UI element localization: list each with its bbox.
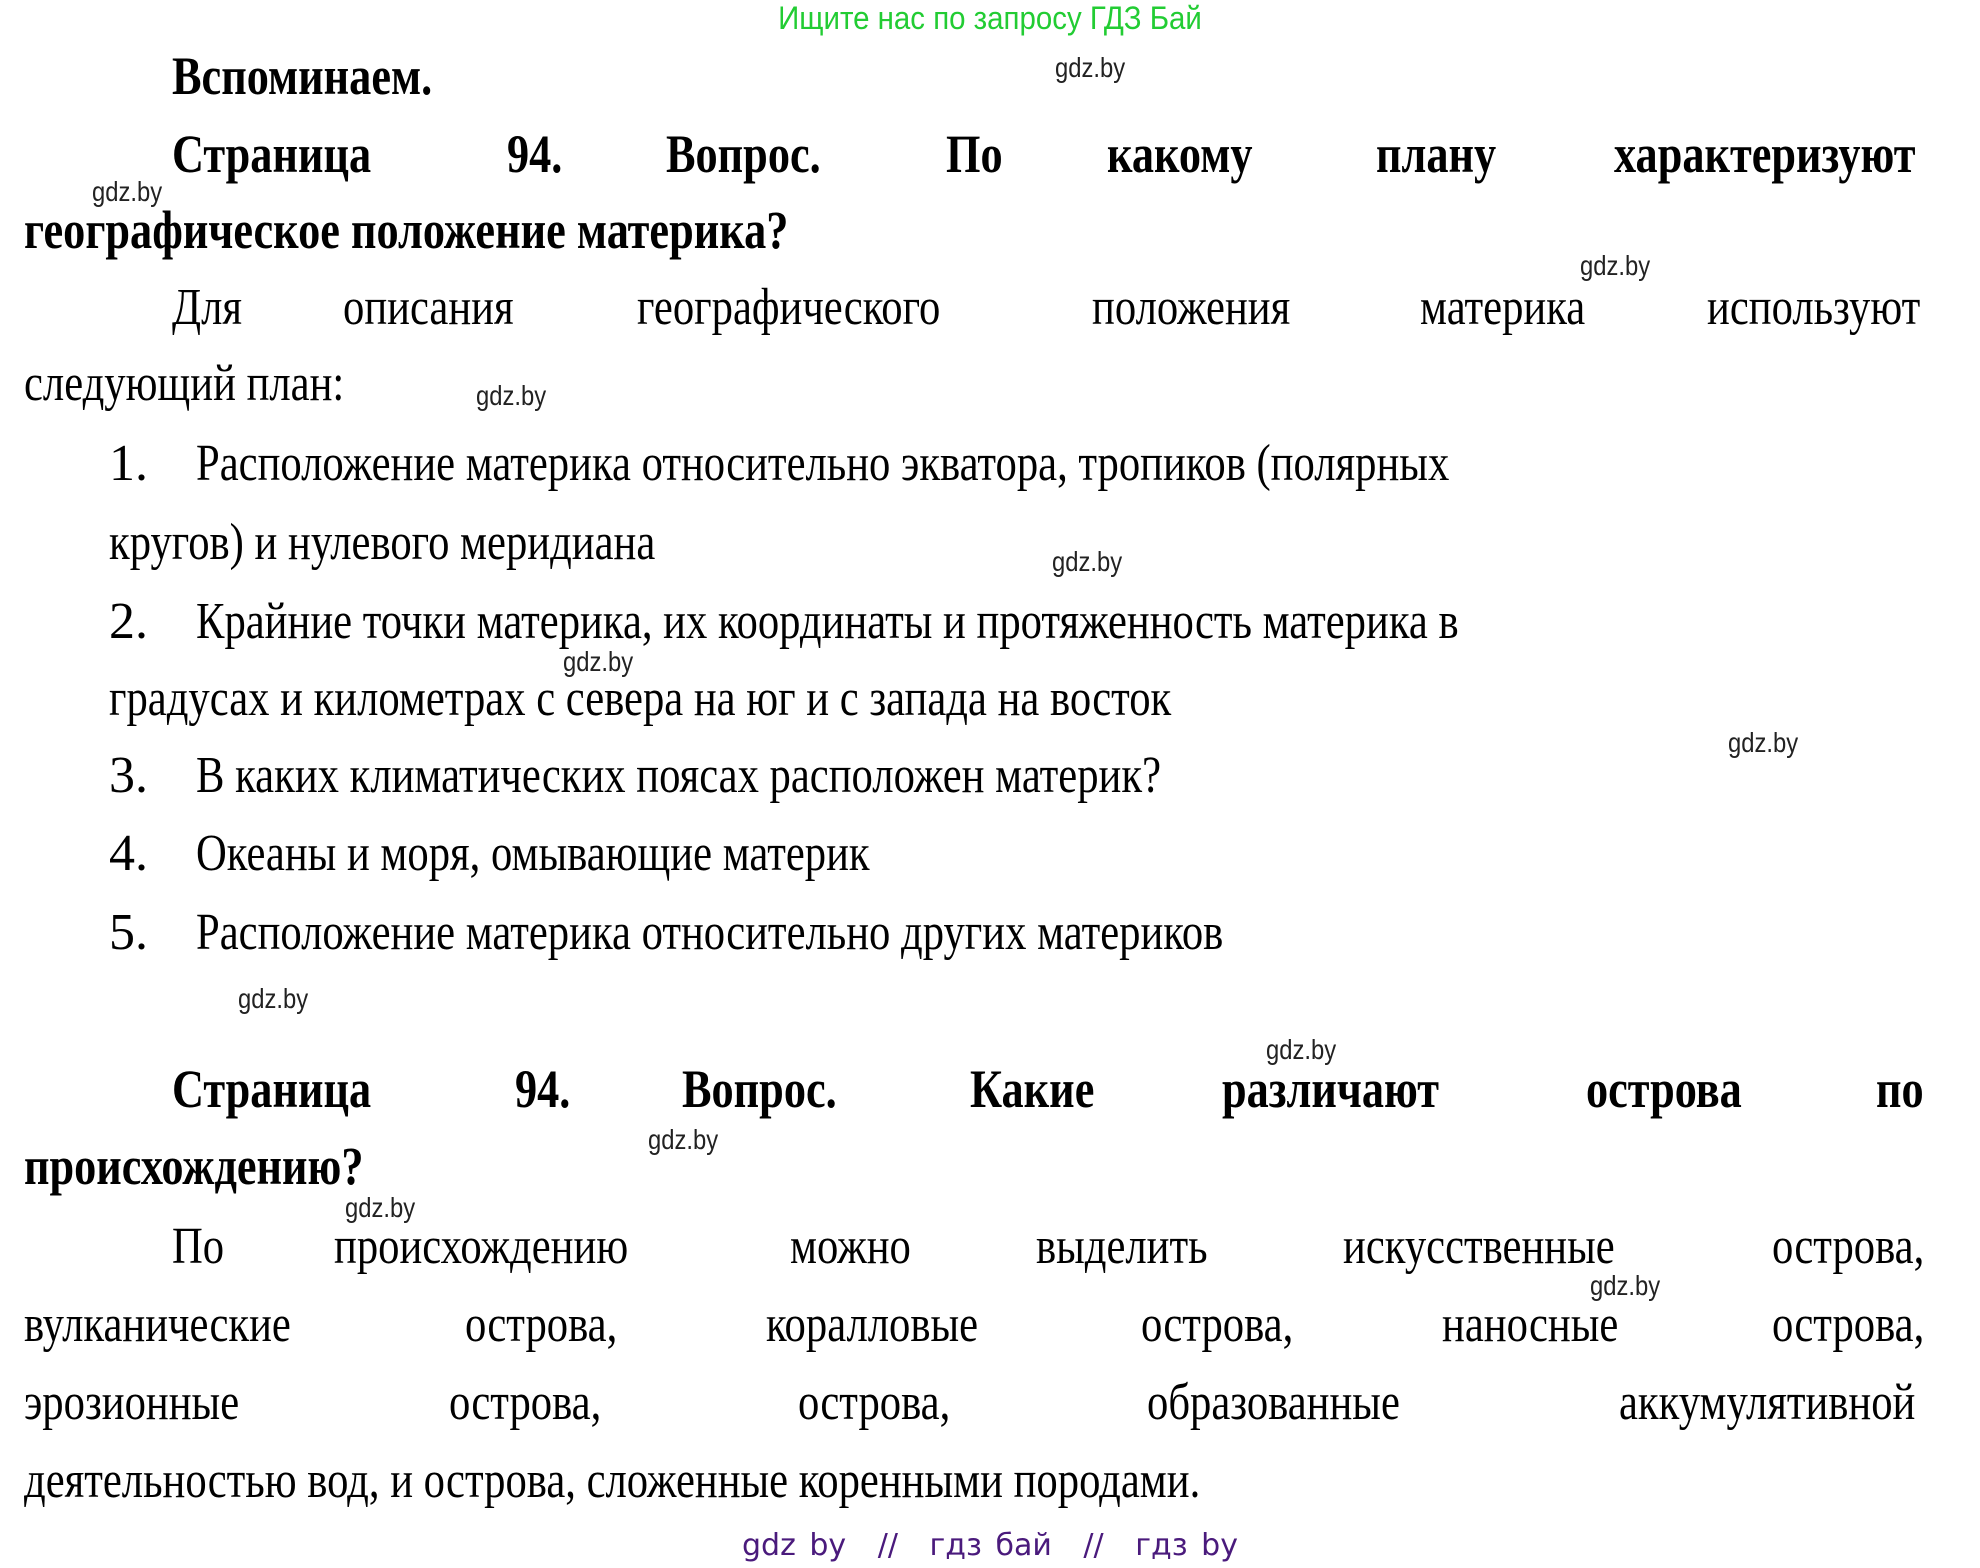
watermark: gdz.by <box>1052 546 1123 577</box>
question2-title-line2: происхождению? <box>24 1136 364 1196</box>
watermark: gdz.by <box>92 176 163 207</box>
question1-title-line1: Страница 94. Вопрос. По какому плану характеризуют <box>172 124 1916 184</box>
watermark: gdz.by <box>1580 250 1651 281</box>
intro-line1: Для описания географического положения материка используют <box>172 279 1921 336</box>
watermark: gdz.by <box>345 1192 416 1223</box>
answer2-line2: вулканические острова, коралловые острова, наносные острова, <box>24 1296 1925 1353</box>
watermark: gdz.by <box>1728 727 1799 758</box>
watermark: gdz.by <box>1055 52 1126 83</box>
watermark: gdz.by <box>648 1124 719 1155</box>
footer-separator: // <box>877 1528 898 1563</box>
answer2-line1: По происхождению можно выделить искусственные острова, <box>172 1218 1925 1275</box>
question1-title-line2: географическое положение материка? <box>24 200 789 260</box>
footer-separator: // <box>1083 1528 1104 1563</box>
footer-links <box>0 1528 1980 1564</box>
watermark: gdz.by <box>1590 1270 1661 1301</box>
question2-title-line1: Страница 94. Вопрос. Какие различают острова по <box>172 1059 1924 1119</box>
search-banner: Ищите нас по запросу ГДЗ Бай <box>778 0 1202 36</box>
watermark: gdz.by <box>476 380 547 411</box>
intro-line2: следующий план: <box>24 355 345 412</box>
footer-link-gdz-by[interactable]: gdz by <box>742 1528 847 1563</box>
answer2-line4: деятельностью вод, и острова, сложенные коренными породами. <box>24 1452 1201 1509</box>
watermark: gdz.by <box>1266 1034 1337 1065</box>
watermark: gdz.by <box>238 983 309 1014</box>
footer-link-gdz-bai[interactable]: гдз бай <box>929 1528 1052 1563</box>
watermark: gdz.by <box>563 646 634 677</box>
answer2-line3: эрозионные острова, острова, образованные аккумулятивной <box>24 1374 1915 1431</box>
section-heading: Вспоминаем. <box>172 46 433 106</box>
footer-link-gdz-by-cyr[interactable]: гдз by <box>1135 1528 1238 1563</box>
